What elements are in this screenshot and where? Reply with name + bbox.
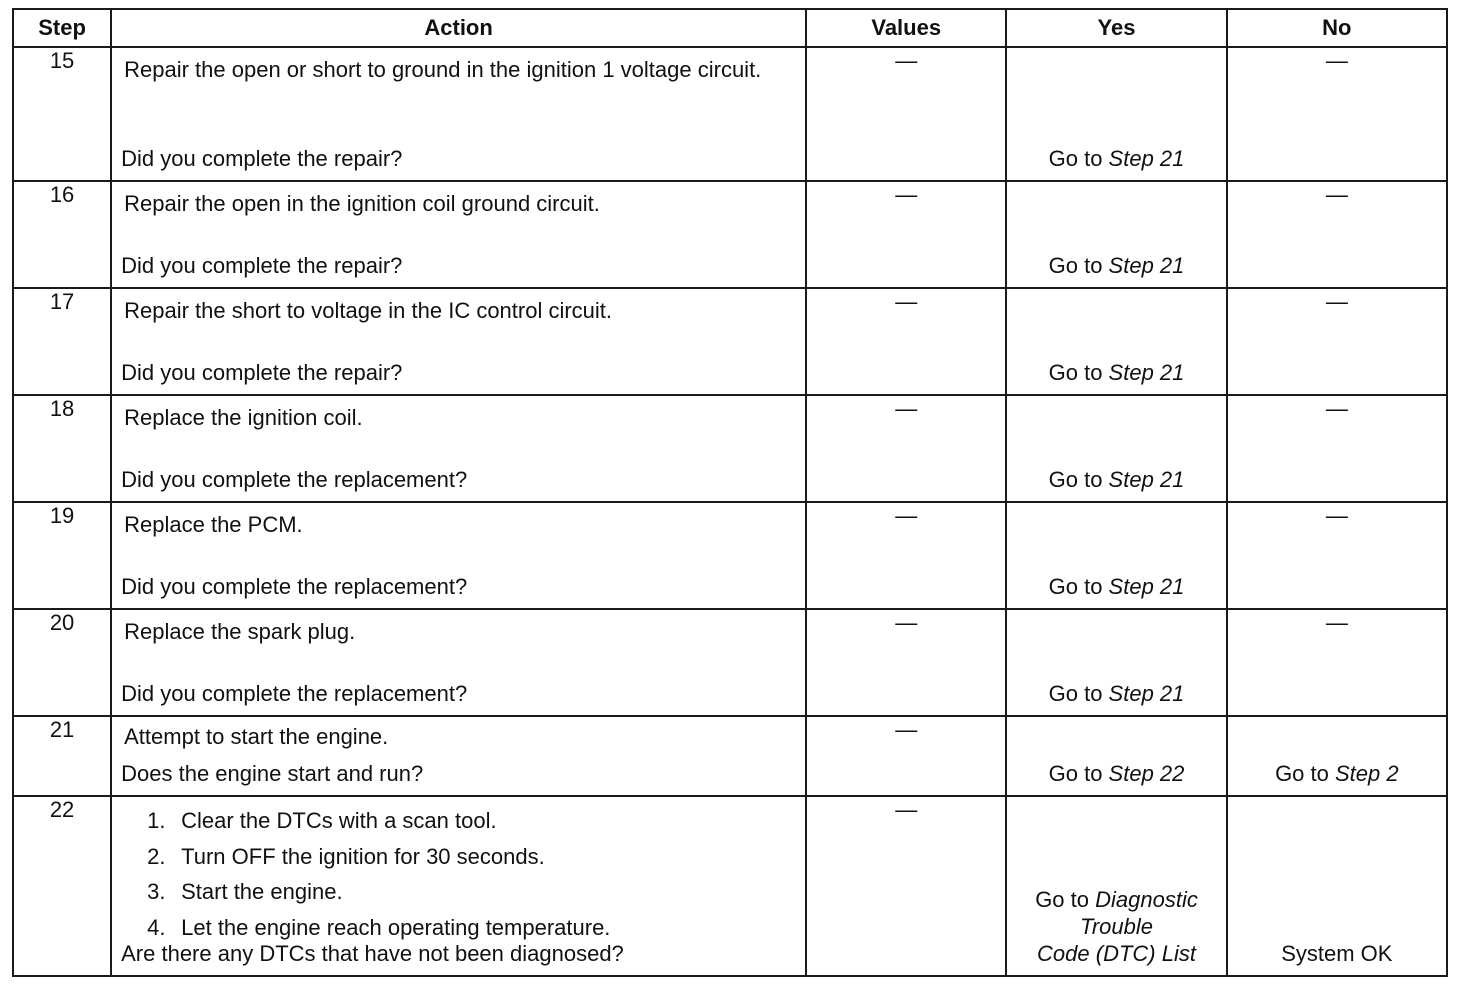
substep-text: Turn OFF the ignition for 30 seconds. [181,843,545,869]
yes-link-line-3: Code (DTC) List [1037,941,1196,966]
action-text: Replace the spark plug. [124,619,356,644]
yes-cell [1006,47,1226,181]
values-cell [806,716,1006,796]
substep-item [147,839,610,875]
yes-cell [1006,181,1226,288]
yes-step-link[interactable]: Step 21 [1108,574,1185,599]
values-dash: — [895,610,918,635]
yes-link-line-2: Trouble [1080,914,1153,939]
substep-number: 2. [147,843,166,869]
yes-step-link[interactable]: Step 21 [1108,467,1185,492]
action-text: Replace the ignition coil. [124,405,363,430]
step-number: 20 [13,609,111,716]
table-row [13,288,1447,395]
action-cell [111,716,806,796]
yes-cell [1006,609,1226,716]
values-cell [806,288,1006,395]
yes-cell [1006,796,1226,976]
action-question: Did you complete the replacement? [121,574,468,599]
yes-dtc-link[interactable] [1007,886,1225,967]
yes-cell [1006,288,1226,395]
values-dash: — [895,717,918,742]
action-question: Does the engine start and run? [121,761,424,786]
yes-prefix: Go to [1048,146,1109,171]
no-dash: — [1325,48,1348,73]
substep-text: Clear the DTCs with a scan tool. [181,808,497,833]
yes-prefix: Go to [1048,761,1109,786]
substep-list [147,803,610,945]
action-question: Did you complete the replacement? [121,681,468,706]
no-cell [1227,796,1447,976]
action-text: Replace the PCM. [124,512,303,537]
yes-step-link[interactable]: Step 22 [1108,761,1185,786]
yes-prefix: Go to [1048,467,1109,492]
yes-cell [1006,716,1226,796]
substep-number: 3. [147,879,166,904]
substep-text: Start the engine. [181,879,343,904]
no-dash: — [1325,182,1348,207]
action-text: Repair the open or short to ground in the ignition 1 voltage circuit. [124,57,762,82]
table-row [13,395,1447,502]
action-text: Attempt to start the engine. [124,724,389,749]
action-text: Repair the open in the ignition coil ground circuit. [124,191,600,216]
values-cell [806,395,1006,502]
values-dash: — [895,289,918,314]
yes-step-link[interactable]: Step 21 [1108,253,1185,278]
step-number: 18 [13,395,111,502]
header-values: Values [806,9,1006,47]
yes-prefix: Go to [1048,253,1109,278]
step-number: 16 [13,181,111,288]
action-cell [111,47,806,181]
values-dash: — [895,503,918,528]
no-dash: — [1325,396,1348,421]
header-no: No [1227,9,1447,47]
header-row [13,9,1447,47]
no-cell [1227,395,1447,502]
action-question: Did you complete the replacement? [121,467,468,492]
action-cell [111,181,806,288]
yes-step-link[interactable]: Step 21 [1108,681,1185,706]
table-row [13,716,1447,796]
no-cell [1227,181,1447,288]
action-cell [111,796,806,976]
action-question: Did you complete the repair? [121,253,403,278]
values-cell [806,502,1006,609]
step-number: 17 [13,288,111,395]
no-step-link[interactable]: Step 2 [1334,761,1399,786]
action-question: Are there any DTCs that have not been diagnosed? [121,941,624,966]
step-number: 21 [13,716,111,796]
action-question: Did you complete the repair? [121,146,403,171]
values-dash: — [895,396,918,421]
action-question: Did you complete the repair? [121,360,403,385]
values-dash: — [895,797,918,822]
yes-cell [1006,395,1226,502]
table-row [13,181,1447,288]
action-cell [111,502,806,609]
no-text: System OK [1281,941,1393,966]
values-cell [806,796,1006,976]
table-row [13,796,1447,976]
no-cell [1227,502,1447,609]
step-number: 19 [13,502,111,609]
values-dash: — [895,48,918,73]
table-row [13,502,1447,609]
no-cell [1227,609,1447,716]
substep-item [147,803,610,839]
yes-link-line-1: Diagnostic [1095,887,1198,912]
step-number: 22 [13,796,111,976]
diagnostic-table [12,8,1448,977]
yes-step-link[interactable]: Step 21 [1108,360,1185,385]
table-row [13,609,1447,716]
no-cell [1227,716,1447,796]
no-dash: — [1325,289,1348,314]
yes-prefix: Go to [1048,574,1109,599]
no-dash: — [1325,610,1348,635]
header-yes: Yes [1006,9,1226,47]
substep-number: 4. [147,914,166,940]
substep-number: 1. [147,808,166,833]
action-cell [111,609,806,716]
table-row [13,47,1447,181]
substep-item [147,874,610,910]
header-step: Step [13,9,111,47]
action-cell [111,288,806,395]
no-prefix: Go to [1275,761,1335,786]
values-cell [806,609,1006,716]
values-cell [806,47,1006,181]
yes-step-link[interactable]: Step 21 [1108,146,1185,171]
action-text: Repair the short to voltage in the IC control circuit. [124,298,613,323]
substep-text: Let the engine reach operating temperature. [181,914,611,940]
action-cell [111,395,806,502]
header-action: Action [111,9,806,47]
values-cell [806,181,1006,288]
step-number: 15 [13,47,111,181]
yes-prefix: Go to [1048,681,1109,706]
values-dash: — [895,182,918,207]
yes-prefix: Go to [1035,887,1096,912]
no-dash: — [1325,503,1348,528]
yes-cell [1006,502,1226,609]
yes-prefix: Go to [1048,360,1109,385]
no-cell [1227,288,1447,395]
no-cell [1227,47,1447,181]
